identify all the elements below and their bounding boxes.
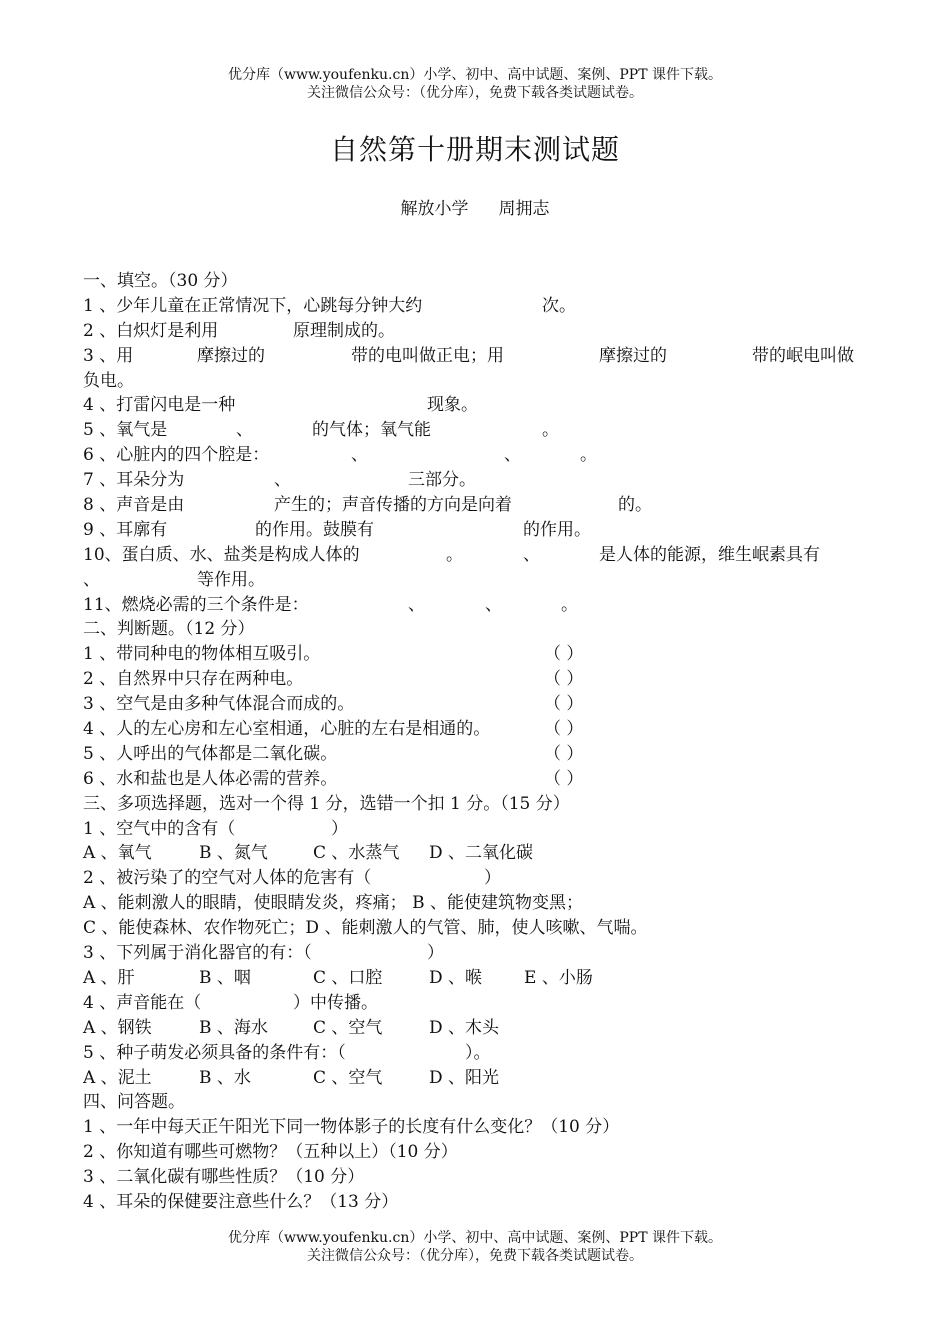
- choice-question-5-options: A 、泥土 B 、水 C 、空气 D 、阳光: [83, 1067, 500, 1088]
- fill-question-6: 6 、心脏内的四个腔是： 、 、 。: [83, 445, 597, 466]
- essay-question-2: 2 、你知道有哪些可燃物？（五种以上）（10 分）: [83, 1142, 458, 1163]
- fill-question-11: 11、燃烧必需的三个条件是： 、 、 。: [83, 594, 578, 615]
- fill-question-10-cont: 、 等作用。: [83, 569, 265, 590]
- fill-question-10: 10、蛋白质、水、盐类是构成人体的 。 、 是人体的能源，维生岷素具有: [83, 544, 820, 565]
- choice-question-1: 1 、空气中的含有（ ）: [83, 818, 348, 839]
- exam-body: [83, 269, 883, 1215]
- fill-question-1: 1 、少年儿童在正常情况下，心跳每分钟大约 次。: [83, 295, 576, 316]
- school-name: 解放小学: [400, 199, 469, 219]
- fill-question-3-cont: 负电。: [83, 370, 134, 391]
- document-title: 自然第十册期末测试题: [329, 133, 620, 166]
- judge-question-5: 5 、人呼出的气体都是二氧化碳。 （ ）: [83, 743, 584, 764]
- choice-question-2-options-b: C 、能使森林、农作物死亡；D 、能刺激人的气管、肺，使人咳嗽、气喘。: [83, 918, 648, 939]
- footer-line-1: 优分库（www.youfenku.cn）小学、初中、高中试题、案例、PPT 课件下载。: [227, 1230, 722, 1246]
- essay-question-3: 3 、二氧化碳有哪些性质？（10 分）: [83, 1167, 365, 1188]
- author-line: [0, 197, 950, 221]
- choice-question-1-options: A 、氧气 B 、氮气 C 、水蒸气 D 、二氧化碳: [83, 843, 534, 864]
- header-line-1: 优分库（www.youfenku.cn）小学、初中、高中试题、案例、PPT 课件下载。: [227, 67, 722, 83]
- choice-question-3: 3 、下列属于消化器官的有：（ ）: [83, 943, 444, 964]
- essay-question-1: 1 、一年中每天正午阳光下同一物体影子的长度有什么变化？（10 分）: [83, 1117, 620, 1138]
- fill-question-3: 3 、用 摩擦过的 带的电叫做正电；用 摩擦过的 带的岷电叫做: [83, 345, 854, 366]
- fill-question-8: 8 、声音是由 产生的；声音传播的方向是向着 的。: [83, 495, 652, 516]
- section-3-heading: 三、多项选择题，选对一个得 1 分，选错一个扣 1 分。（15 分）: [83, 793, 570, 814]
- author-name: 周拥志: [498, 199, 550, 219]
- essay-question-4: 4 、耳朵的保健要注意些什么？（13 分）: [83, 1191, 399, 1212]
- header-line-2: 关注微信公众号：（优分库），免费下载各类试题试卷。: [307, 85, 643, 101]
- fill-question-7: 7 、耳朵分为 、 三部分。: [83, 470, 476, 491]
- judge-question-3: 3 、空气是由多种气体混合而成的。 （ ）: [83, 694, 584, 715]
- page-footer: [0, 1229, 950, 1265]
- choice-question-2: 2 、被污染了的空气对人体的危害有（ ）: [83, 868, 501, 889]
- section-4-heading: 四、问答题。: [83, 1092, 185, 1113]
- fill-question-5: 5 、氧气是 、 的气体；氧气能 。: [83, 420, 559, 441]
- footer-line-2: 关注微信公众号：（优分库），免费下载各类试题试卷。: [307, 1248, 643, 1264]
- fill-question-4: 4 、打雷闪电是一种 现象。: [83, 395, 478, 416]
- choice-question-2-options-a: A 、能刺激人的眼睛，使眼睛发炎，疼痛； B 、能使建筑物变黑；: [83, 893, 583, 914]
- judge-question-1: 1 、带同种电的物体相互吸引。 （ ）: [83, 644, 584, 665]
- choice-question-4-options: A 、钢铁 B 、海水 C 、空气 D 、木头: [83, 1017, 500, 1038]
- page-header: [0, 66, 950, 102]
- fill-question-2: 2 、白炽灯是利用 原理制成的。: [83, 320, 395, 341]
- section-2-heading: 二、判断题。（12 分）: [83, 619, 255, 640]
- section-1-heading: 一、填空。（30 分）: [83, 271, 238, 291]
- choice-question-5: 5 、种子萌发必须具备的条件有：（ ）。: [83, 1042, 491, 1063]
- judge-question-2: 2 、自然界中只存在两种电。 （ ）: [83, 669, 584, 690]
- choice-question-4: 4 、声音能在（ ）中传播。: [83, 992, 378, 1013]
- judge-question-4: 4 、人的左心房和左心室相通，心脏的左右是相通的。 （ ）: [83, 719, 584, 740]
- fill-question-9: 9 、耳廓有 的作用。鼓膜有 的作用。: [83, 519, 591, 540]
- judge-question-6: 6 、水和盐也是人体必需的营养。 （ ）: [83, 768, 584, 789]
- choice-question-3-options: A 、肝 B 、咽 C 、口腔 D 、喉 E 、小肠: [83, 967, 593, 988]
